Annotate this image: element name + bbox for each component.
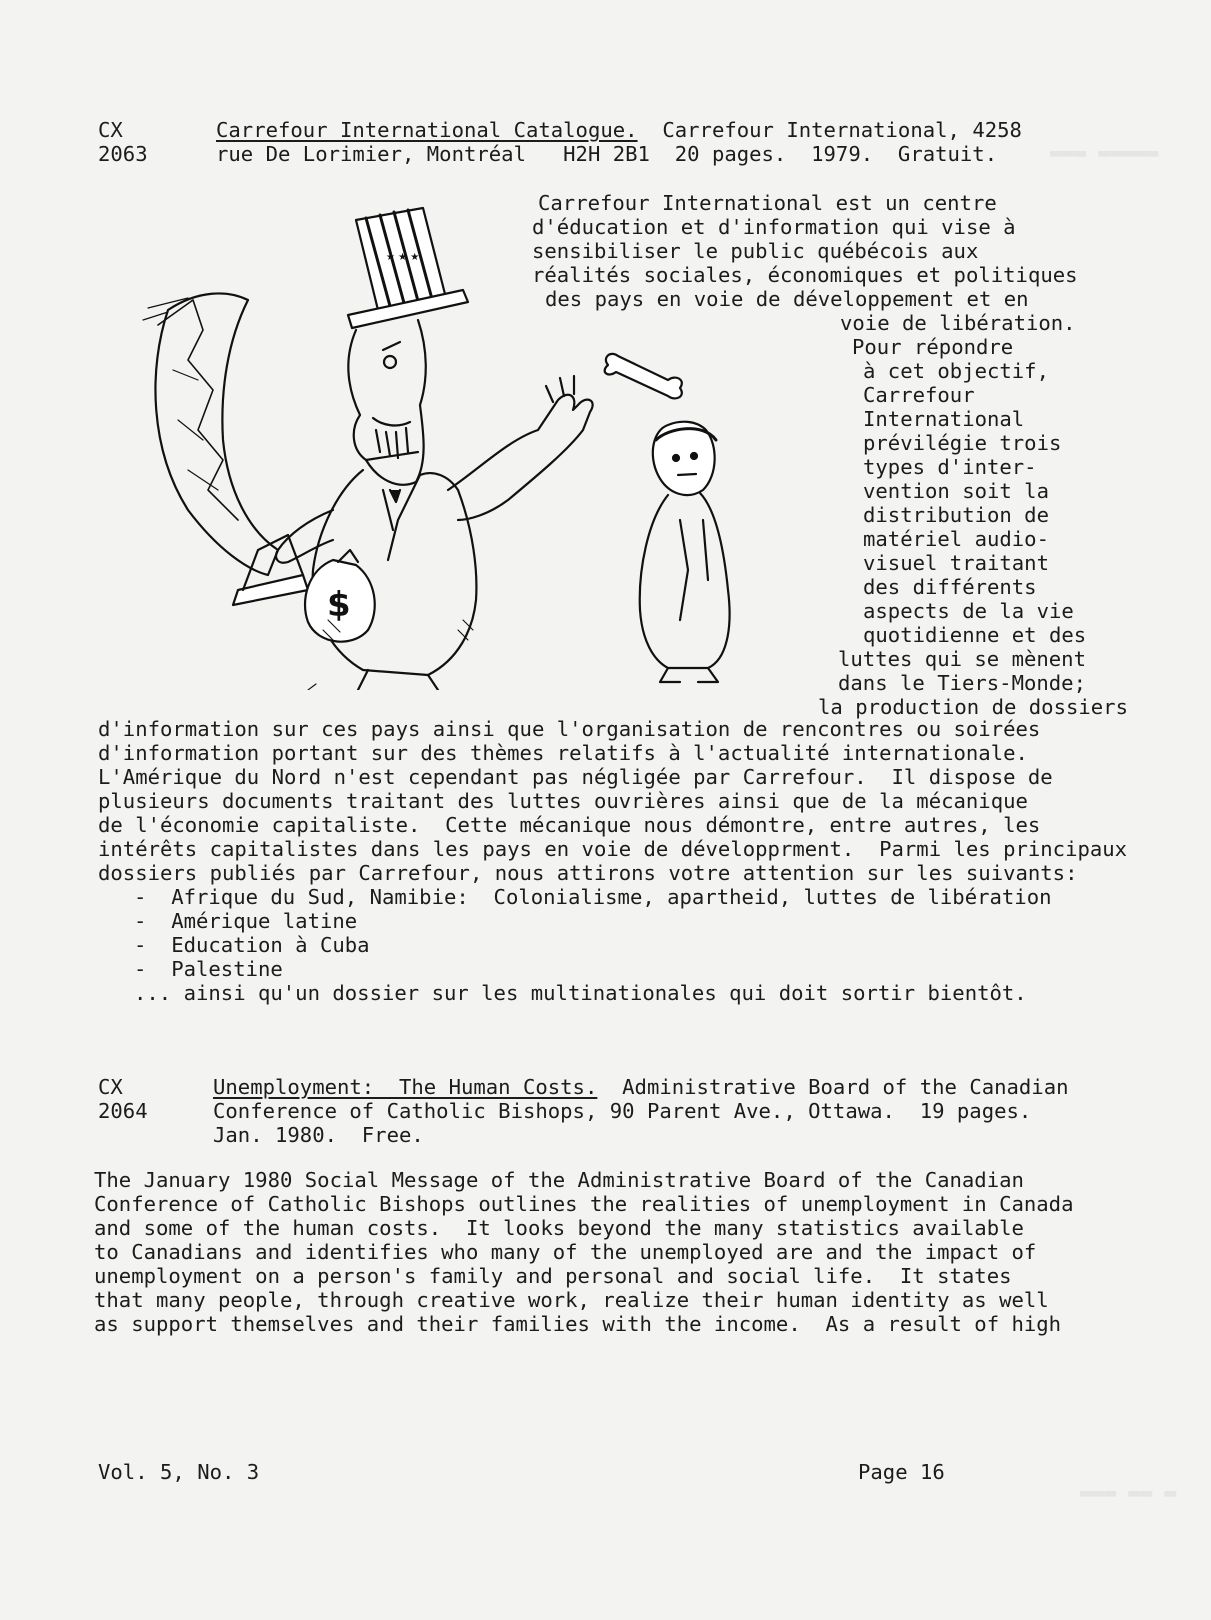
bleed-through-texture: ▬▬▬ ▬▬▬▬▬: [1050, 140, 1159, 164]
entry-title: Unemployment: The Human Costs.: [213, 1075, 598, 1099]
body-line: unemployment on a person's family and personal and social life. It states: [94, 1264, 1012, 1288]
wrap-line: Pour répondre: [852, 335, 1014, 359]
list-item: - Amérique latine: [134, 909, 358, 933]
entry-heading-line1: [216, 118, 1022, 142]
list-item: - Afrique du Sud, Namibie: Colonialisme, apartheid, luttes de libération: [134, 885, 1052, 909]
body-line: to Canadians and identifies who many of the unemployed are and the impact of: [94, 1240, 1037, 1264]
body-line: d'information portant sur des thèmes relatifs à l'actualité internationale.: [98, 741, 1028, 765]
body-line: dossiers publiés par Carrefour, nous attirons votre attention sur les suivants:: [98, 861, 1078, 885]
wrap-line: des pays en voie de développement et en: [545, 287, 1029, 311]
footer-volume: Vol. 5, No. 3: [98, 1460, 260, 1484]
bone-drawing: [605, 354, 682, 399]
wrap-line: Carrefour: [863, 383, 975, 407]
wrap-line: réalités sociales, économiques et politiques: [532, 263, 1078, 287]
bleed-through-texture: ▬▬▬ ▬▬ ▬: [1080, 1480, 1177, 1504]
entry-code-number: 2064: [98, 1099, 148, 1123]
wrap-line: luttes qui se mènent: [838, 647, 1086, 671]
body-line: Conference of Catholic Bishops outlines the realities of unemployment in Canada: [94, 1192, 1074, 1216]
entry-title: Carrefour International Catalogue.: [216, 118, 638, 142]
wrap-line: matériel audio-: [863, 527, 1049, 551]
body-line: The January 1980 Social Message of the Administrative Board of the Canadian: [94, 1168, 1024, 1192]
list-item: - Palestine: [134, 957, 283, 981]
wrap-line: distribution de: [863, 503, 1049, 527]
wrap-line: visuel traitant: [863, 551, 1049, 575]
wrap-line: à cet objectif,: [863, 359, 1049, 383]
entry-code-cx: CX: [98, 1075, 123, 1099]
wrap-line: dans le Tiers-Monde;: [838, 671, 1086, 695]
entry-heading-line1: [213, 1075, 1069, 1099]
entry-heading-line3: Jan. 1980. Free.: [213, 1123, 424, 1147]
globe-drawing: [143, 293, 308, 605]
wrap-line: d'éducation et d'information qui vise à: [532, 215, 1016, 239]
wrap-line: types d'inter-: [863, 455, 1037, 479]
body-line: intérêts capitalistes dans les pays en voie de développrment. Parmi les principaux: [98, 837, 1128, 861]
body-line: that many people, through creative work, realize their human identity as well: [94, 1288, 1049, 1312]
entry-code-number: 2063: [98, 142, 148, 166]
list-item: - Education à Cuba: [134, 933, 370, 957]
wrap-line: des différents: [863, 575, 1037, 599]
uncle-sam-figure: [276, 208, 593, 690]
entry-heading-line2: rue De Lorimier, Montréal H2H 2B1 20 pages. 1979. Gratuit.: [216, 142, 998, 166]
body-line: L'Amérique du Nord n'est cependant pas négligée par Carrefour. Il dispose de: [98, 765, 1053, 789]
closing-line: ... ainsi qu'un dossier sur les multinationales qui doit sortir bientôt.: [134, 981, 1027, 1005]
body-line: de l'économie capitaliste. Cette mécanique nous démontre, entre autres, les: [98, 813, 1041, 837]
body-line: as support themselves and their families with the income. As a result of high: [94, 1312, 1062, 1336]
entry-code-cx: CX: [98, 118, 123, 142]
wrap-line: voie de libération.: [840, 311, 1076, 335]
wrap-line: prévilégie trois: [863, 431, 1062, 455]
dollar-sign: $: [327, 585, 351, 625]
wrap-line: vention soit la: [863, 479, 1049, 503]
entry-publisher: Administrative Board of the Canadian: [597, 1075, 1069, 1099]
small-man-figure: [640, 422, 730, 682]
entry-heading-line2: Conference of Catholic Bishops, 90 Parent Ave., Ottawa. 19 pages.: [213, 1099, 1032, 1123]
wrap-line: la production de dossiers: [818, 695, 1128, 719]
footer-page-number: Page 16: [858, 1460, 945, 1484]
hat-stars: ★ ★ ★: [386, 252, 420, 263]
wrap-line: quotidienne et des: [863, 623, 1087, 647]
wrap-line: Carrefour International est un centre: [538, 191, 997, 215]
wrap-line: sensibiliser le public québécois aux: [532, 239, 979, 263]
entry-publisher: Carrefour International, 4258: [637, 118, 1022, 142]
wrap-line: International: [863, 407, 1025, 431]
wrap-line: aspects de la vie: [863, 599, 1074, 623]
body-line: and some of the human costs. It looks beyond the many statistics available: [94, 1216, 1024, 1240]
body-line: plusieurs documents traitant des luttes ouvrières ainsi que de la mécanique: [98, 789, 1028, 813]
cartoon-illustration: [128, 190, 768, 690]
body-line: d'information sur ces pays ainsi que l'organisation de rencontres ou soirées: [98, 717, 1041, 741]
